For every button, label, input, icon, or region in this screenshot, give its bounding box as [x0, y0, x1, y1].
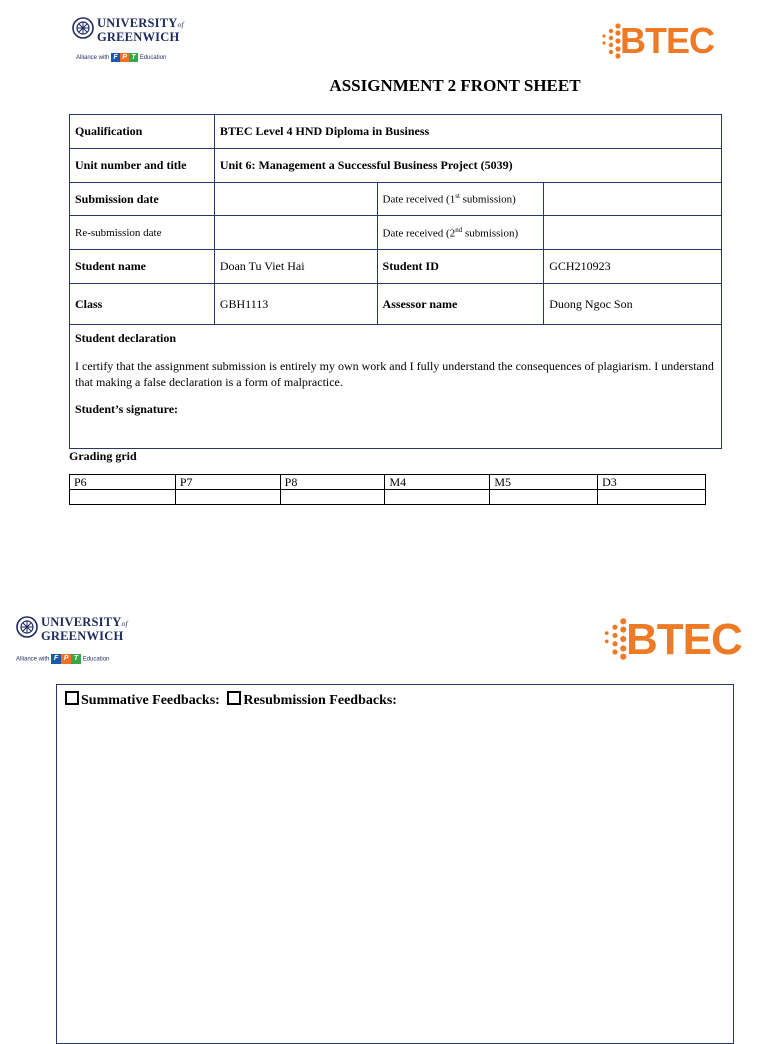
table-row: [70, 216, 722, 250]
greenwich-word: GREENWICH: [97, 30, 180, 44]
summative-checkbox[interactable]: [65, 691, 79, 705]
page-title: ASSIGNMENT 2 FRONT SHEET: [329, 76, 581, 95]
greenwich-crest-icon: [72, 17, 94, 39]
fpt-logo: F P T: [111, 53, 138, 62]
btec-logo: [602, 614, 754, 664]
greenwich-word: GREENWICH: [41, 629, 124, 643]
btec-wordmark: BTEC: [620, 20, 714, 61]
grade-cell[interactable]: [280, 490, 385, 505]
grade-cell[interactable]: [175, 490, 280, 505]
grade-cell[interactable]: [385, 490, 490, 505]
table-row: [70, 115, 722, 149]
btec-logo: [600, 20, 720, 62]
summative-feedback-label: Summative Feedbacks:: [81, 693, 220, 708]
btec-wordmark: BTEC: [626, 615, 742, 664]
feedback-header: [65, 691, 397, 709]
student-id-label: Student ID: [377, 250, 544, 284]
grading-grid-table: [69, 474, 706, 505]
date-received-2-label: Date received (2nd submission): [377, 216, 544, 250]
table-row: [70, 475, 706, 490]
table-row: [70, 325, 722, 449]
grade-m4: M4: [385, 475, 490, 490]
university-of: of: [177, 20, 184, 29]
alliance-suffix: Education: [82, 656, 110, 663]
resubmission-date-label: Re-submission date: [70, 216, 215, 250]
alliance-suffix: Education: [139, 55, 167, 62]
table-row: [70, 149, 722, 183]
grade-p7: P7: [175, 475, 280, 490]
table-row: [70, 490, 706, 505]
resubmission-checkbox[interactable]: [227, 691, 241, 705]
grade-cell[interactable]: [70, 490, 176, 505]
grade-p8: P8: [280, 475, 385, 490]
date-received-1-field[interactable]: [544, 183, 722, 216]
front-sheet-table: [69, 114, 722, 449]
unit-label: Unit number and title: [70, 149, 215, 183]
class-value[interactable]: GBH1113: [214, 284, 377, 325]
fpt-logo: F P T: [51, 654, 81, 664]
resubmission-date-field[interactable]: [214, 216, 377, 250]
btec-dots-icon: [600, 22, 622, 60]
unit-value: Unit 6: Management a Successful Business Project (5039): [214, 149, 721, 183]
qualification-value: BTEC Level 4 HND Diploma in Business: [214, 115, 721, 149]
alliance-prefix: Alliance with: [16, 656, 50, 663]
greenwich-crest-icon: [16, 616, 38, 638]
qualification-label: Qualification: [70, 115, 215, 149]
student-name-value[interactable]: Doan Tu Viet Hai: [214, 250, 377, 284]
grade-d3: D3: [598, 475, 706, 490]
university-word: UNIVERSITY: [41, 615, 122, 629]
university-of-greenwich-logo: [16, 616, 136, 668]
resubmission-feedback-label: Resubmission Feedbacks:: [243, 693, 397, 708]
grading-grid-label: Grading grid: [69, 449, 137, 463]
date-received-2-field[interactable]: [544, 216, 722, 250]
student-name-label: Student name: [70, 250, 215, 284]
university-of: of: [121, 619, 128, 628]
signature-label: Student’s signature:: [75, 402, 179, 416]
declaration-title: Student declaration: [75, 331, 177, 345]
grade-m5: M5: [490, 475, 598, 490]
submission-date-label: Submission date: [70, 183, 215, 216]
table-row: [70, 250, 722, 284]
assessor-label: Assessor name: [377, 284, 544, 325]
university-word: UNIVERSITY: [97, 16, 178, 30]
table-row: [70, 183, 722, 216]
assessor-value[interactable]: Duong Ngoc Son: [544, 284, 722, 325]
declaration-text: I certify that the assignment submission is entirely my own work and I fully understand the consequences of plagiarism. I understand that making a false declaration is a form of malpractice.: [75, 359, 714, 389]
grade-cell[interactable]: [598, 490, 706, 505]
class-label: Class: [70, 284, 215, 325]
grade-p6: P6: [70, 475, 176, 490]
alliance-prefix: Alliance with: [76, 55, 110, 62]
student-declaration: [70, 325, 722, 449]
table-row: [70, 284, 722, 325]
btec-dots-icon: [602, 616, 628, 662]
date-received-1-label: Date received (1st submission): [377, 183, 544, 216]
university-of-greenwich-logo: [72, 17, 192, 65]
submission-date-field[interactable]: [214, 183, 377, 216]
grade-cell[interactable]: [490, 490, 598, 505]
feedback-box[interactable]: [56, 684, 734, 1044]
student-id-value[interactable]: GCH210923: [544, 250, 722, 284]
